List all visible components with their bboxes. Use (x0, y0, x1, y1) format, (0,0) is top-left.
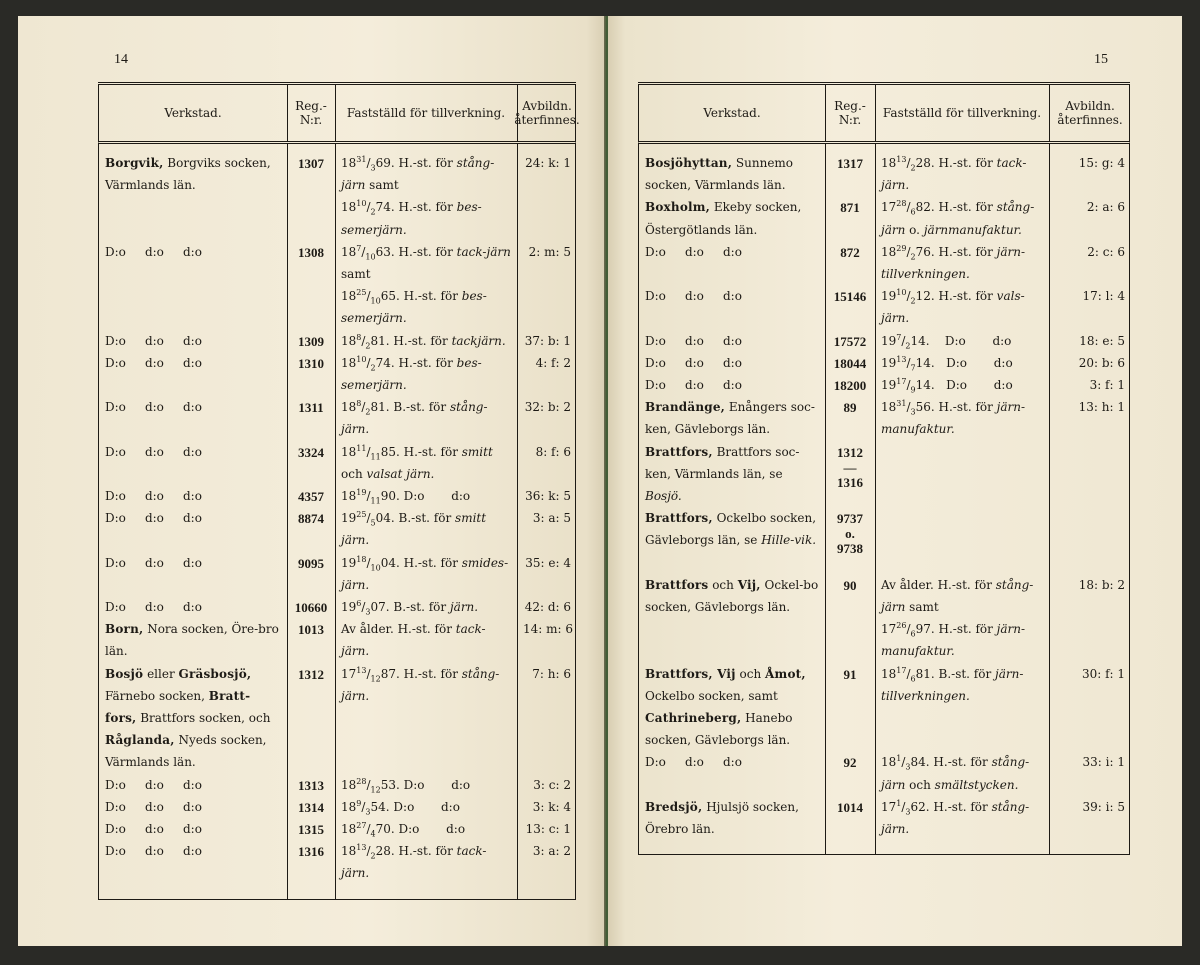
avbildn-ref: 33: i: 1 (1082, 755, 1125, 770)
faststalld-cell: $18^{27}/_470$. D:o d:o (341, 820, 466, 839)
column-header-reg: Reg.- N:r. (834, 99, 866, 127)
avbildn-ref: 32: b: 2 (524, 400, 571, 415)
table-row (639, 574, 1129, 663)
column-header-avbildn: Avbildn. återfinnes. (1057, 99, 1123, 127)
verkstad-cell: D:o d:o d:o (105, 333, 202, 348)
reg-number: 18200 (833, 377, 867, 393)
column-divider (287, 144, 288, 899)
table-header (98, 85, 580, 144)
faststalld-cell: $17^1/_362$. H.-st. för stång-järn. (881, 798, 1030, 836)
reg-number: 1310 (298, 355, 324, 371)
avbildn-ref: 42: d: 6 (524, 599, 571, 614)
table-row (639, 330, 1129, 352)
reg-number: 10660 (294, 599, 328, 615)
table-row (639, 796, 1129, 840)
reg-number: 15146 (833, 289, 867, 305)
table-row (99, 352, 575, 396)
avbildn-ref: 8: f: 6 (535, 444, 571, 459)
faststalld-cell: $18^{13}/_228$. H.-st. för tack-järn. (341, 843, 487, 881)
reg-number: 1314 (298, 799, 324, 815)
table-row (99, 507, 575, 551)
avbildn-ref: 13: c: 1 (525, 821, 571, 836)
verkstad-cell: Brattfors, Vij och Åmot, Ockelbo socken, samt Cathrineberg, Hanebo socken, Gävleborgs län. (645, 666, 806, 748)
avbildn-ref: 37: b: 1 (524, 333, 571, 348)
avbildn-ref: 18: b: 2 (1078, 577, 1125, 592)
table-row (639, 751, 1129, 795)
verkstad-cell: D:o d:o d:o (105, 444, 202, 459)
column-header-avbildn: Avbildn. återfinnes. (514, 99, 580, 127)
verkstad-cell: D:o d:o d:o (105, 777, 202, 792)
column-header-reg: Reg.- N:r. (295, 99, 327, 127)
verkstad-cell: Bosjö eller Gräsbosjö, Färnebo socken, Bratt-fors, Brattfors socken, och Råglanda, Nyeds socken, Värmlands län. (105, 666, 271, 770)
verkstad-cell: Brattfors och Vij, Ockel-bo socken, Gävleborgs län. (645, 577, 819, 614)
avbildn-ref: 18: e: 5 (1079, 333, 1125, 348)
avbildn-ref: 24: k: 1 (525, 156, 571, 170)
table-row (99, 441, 575, 485)
faststalld-cell: $19^6/_307$. B.-st. för järn. (341, 598, 479, 617)
column-divider (335, 85, 336, 141)
reg-number: 17572 (833, 333, 867, 349)
verkstad-cell: D:o d:o d:o (105, 555, 202, 570)
faststalld-cell: $18^{29}/_276$. H.-st. för järn-tillverkningen. (881, 243, 1026, 281)
avbildn-ref: 15: g: 4 (1078, 156, 1125, 170)
reg-number: 9095 (298, 555, 324, 571)
avbildn-ref: 3: f: 1 (1089, 377, 1125, 392)
verkstad-cell: D:o d:o d:o (105, 821, 202, 836)
table-row (99, 774, 575, 796)
page-number: 15 (1094, 52, 1108, 67)
column-header-faststalld: Fastställd för tillverkning. (346, 106, 506, 120)
faststalld-cell: $18^{31}/_369$. H.-st. för stång-järn samt $18^{10}/_274$. H.-st. för bes-semerjärn. (341, 155, 495, 237)
faststalld-cell: $19^{10}/_212$. H.-st. för vals-järn. (881, 288, 1025, 326)
verkstad-cell: D:o d:o d:o (645, 355, 742, 370)
column-divider (517, 85, 518, 141)
table-row (639, 441, 1129, 508)
column-divider (1049, 144, 1050, 854)
table-row (639, 241, 1129, 285)
reg-number: 1013 (298, 622, 324, 638)
verkstad-cell: D:o d:o d:o (645, 377, 742, 392)
reg-number: 871 (840, 200, 860, 216)
reg-number: 3324 (298, 444, 324, 460)
table-row (639, 663, 1129, 752)
reg-number: 89 (843, 400, 857, 416)
avbildn-ref: 36: k: 5 (525, 488, 571, 503)
avbildn-ref: 2: c: 6 (1087, 244, 1125, 259)
verkstad-cell: D:o d:o d:o (645, 244, 742, 259)
faststalld-cell: $18^{10}/_274$. H.-st. för bes-semerjärn. (341, 354, 482, 392)
avbildn-ref: 3: a: 2 (532, 844, 571, 859)
table-row (99, 396, 575, 440)
avbildn-ref: 4: f: 2 (535, 355, 571, 370)
table-row (99, 840, 575, 884)
ledger-table (98, 82, 580, 900)
faststalld-cell: $17^{13}/_{12}87$. H.-st. för stång-järn. (341, 665, 500, 703)
verkstad-cell: D:o d:o d:o (105, 244, 202, 259)
faststalld-cell: $19^7/_214$. D:o d:o (881, 332, 1012, 350)
column-divider (1049, 85, 1050, 141)
faststalld-cell: $17^{28}/_682$. H.-st. för stång-järn o. järnmanufaktur. (881, 199, 1035, 237)
verkstad-cell: Boxholm, Ekeby socken, Östergötlands län. (645, 200, 802, 237)
faststalld-cell: $19^{25}/_504$. B.-st. för smitt järn. (341, 510, 487, 548)
reg-number: 1307 (298, 156, 324, 171)
column-divider (287, 85, 288, 141)
verkstad-cell: D:o d:o d:o (105, 844, 202, 859)
faststalld-cell: Av ålder. H.-st. för stång-järn samt $17^{26}/_697$. H.-st. för järn-manufaktur. (881, 577, 1034, 659)
book-spread (18, 16, 1182, 946)
verkstad-cell: D:o d:o d:o (105, 400, 202, 415)
avbildn-ref: 7: h: 6 (532, 666, 571, 681)
reg-number: 872 (840, 244, 860, 260)
verkstad-cell: D:o d:o d:o (645, 755, 742, 770)
verkstad-cell: D:o d:o d:o (645, 333, 742, 348)
faststalld-cell: $18^9/_354$. D:o d:o (341, 798, 460, 817)
reg-number: 1312 (298, 666, 324, 682)
verkstad-cell: D:o d:o d:o (105, 599, 202, 614)
faststalld-cell: $18^{19}/_{11}90$. D:o d:o (341, 487, 471, 506)
table-row (99, 330, 575, 352)
table-row (99, 485, 575, 507)
reg-number: 1311 (298, 400, 324, 416)
table-row (99, 152, 575, 241)
verkstad-cell: Borgvik, Borgviks socken, Värmlands län. (105, 156, 271, 193)
table-row (639, 507, 1129, 574)
faststalld-cell: $19^{17}/_914$. D:o d:o (881, 376, 1013, 395)
verkstad-cell: D:o d:o d:o (105, 355, 202, 370)
faststalld-cell: $18^{11}/_{11}85$. H.-st. för smitt och valsat järn. (341, 443, 493, 481)
column-header-faststalld: Fastställd för tillverkning. (882, 106, 1042, 120)
faststalld-cell: $18^{13}/_228$. H.-st. för tack-järn. (881, 155, 1027, 193)
column-divider (517, 144, 518, 899)
verkstad-cell: Brattfors, Ockelbo socken, Gävleborgs län, se Hille-vik. (645, 511, 817, 548)
table-row (99, 818, 575, 840)
avbildn-ref: 13: h: 1 (1078, 400, 1125, 415)
faststalld-cell: $19^{18}/_{10}04$. H.-st. för smides-järn. (341, 554, 509, 592)
verkstad-cell: D:o d:o d:o (105, 488, 202, 503)
table-row (639, 396, 1129, 440)
reg-number: 1312— 1316 (837, 444, 863, 490)
page-number: 14 (114, 52, 128, 67)
faststalld-cell: Av ålder. H.-st. för tack-järn. (341, 622, 486, 659)
faststalld-cell: $18^{31}/_356$. H.-st. för järn-manufaktur. (881, 399, 1026, 437)
left-page (18, 16, 604, 946)
reg-number: 1014 (837, 799, 863, 815)
verkstad-cell: Brattfors, Brattfors soc-ken, Värmlands län, se Bosjö. (645, 444, 800, 503)
table-row (99, 552, 575, 596)
reg-number: 18044 (833, 355, 867, 371)
verkstad-cell: Bosjöhyttan, Sunnemo socken, Värmlands län. (645, 156, 794, 193)
reg-number: 8874 (298, 511, 324, 527)
table-row (99, 796, 575, 818)
avbildn-ref: 35: e: 4 (525, 555, 571, 570)
avbildn-ref: 30: f: 1 (1081, 666, 1125, 681)
reg-number: 91 (843, 666, 857, 682)
column-header-verkstad: Verkstad. (703, 106, 761, 120)
verkstad-cell: Born, Nora socken, Öre-bro län. (105, 622, 279, 659)
table-header (638, 85, 1130, 144)
column-divider (825, 85, 826, 141)
column-divider (875, 144, 876, 854)
table-row (99, 663, 575, 774)
table-row (639, 285, 1129, 329)
verkstad-cell: Brandänge, Enångers soc-ken, Gävleborgs län. (645, 400, 815, 437)
table-row (99, 618, 575, 662)
faststalld-cell: $18^8/_281$. H.-st. för tackjärn. (341, 332, 506, 350)
avbildn-ref: 3: a: 5 (532, 511, 571, 526)
avbildn-ref: 20: b: 6 (1078, 355, 1125, 370)
avbildn-ref: 2: m: 5 (528, 244, 571, 259)
verkstad-cell: D:o d:o d:o (645, 289, 742, 304)
verkstad-cell: D:o d:o d:o (105, 511, 202, 526)
faststalld-cell: $18^7/_{10}63$. H.-st. för tack-järn samt $18^{25}/_{10}65$. H.-st. för bes-semerjärn. (341, 243, 511, 326)
avbildn-ref: 3: k: 4 (532, 799, 571, 814)
reg-number: 1315 (298, 821, 324, 837)
reg-number: 9737 o. 9738 (837, 511, 863, 557)
table-row (99, 241, 575, 330)
reg-number: 1316 (298, 844, 324, 860)
avbildn-ref: 39: i: 5 (1082, 799, 1125, 814)
reg-number: 1308 (298, 244, 324, 260)
avbildn-ref: 2: a: 6 (1086, 200, 1125, 215)
table-body (98, 144, 576, 900)
faststalld-cell: $19^{13}/_714$. D:o d:o (881, 354, 1013, 373)
table-row (639, 352, 1129, 374)
table-row (639, 152, 1129, 196)
column-header-verkstad: Verkstad. (164, 106, 222, 120)
table-body (638, 144, 1130, 855)
reg-number: 4357 (298, 488, 324, 504)
column-divider (335, 144, 336, 899)
faststalld-cell: $18^{17}/_681$. B.-st. för järn-tillverkningen. (881, 665, 1024, 703)
table-row (639, 196, 1129, 240)
reg-number: 1313 (298, 777, 324, 793)
table-row (639, 374, 1129, 396)
avbildn-ref: 17: l: 4 (1082, 289, 1125, 304)
faststalld-cell: $18^8/_281$. B.-st. för stång-järn. (341, 399, 488, 437)
avbildn-ref: 3: c: 2 (533, 777, 571, 792)
table-row (99, 596, 575, 618)
column-divider (825, 144, 826, 854)
faststalld-cell: $18^1/_384$. H.-st. för stång-järn och smältstycken. (881, 754, 1030, 792)
verkstad-cell: D:o d:o d:o (105, 799, 202, 814)
verkstad-cell: Bredsjö, Hjulsjö socken, Örebro län. (645, 799, 799, 836)
right-page (608, 16, 1182, 946)
ledger-table (638, 82, 1130, 855)
reg-number: 92 (843, 755, 857, 771)
faststalld-cell: $18^{28}/_{12}53$. D:o d:o (341, 776, 471, 794)
column-divider (875, 85, 876, 141)
avbildn-ref: 14: m: 6 (523, 622, 573, 637)
reg-number: 1317 (837, 156, 863, 171)
reg-number: 90 (843, 577, 857, 593)
reg-number: 1309 (298, 333, 324, 349)
